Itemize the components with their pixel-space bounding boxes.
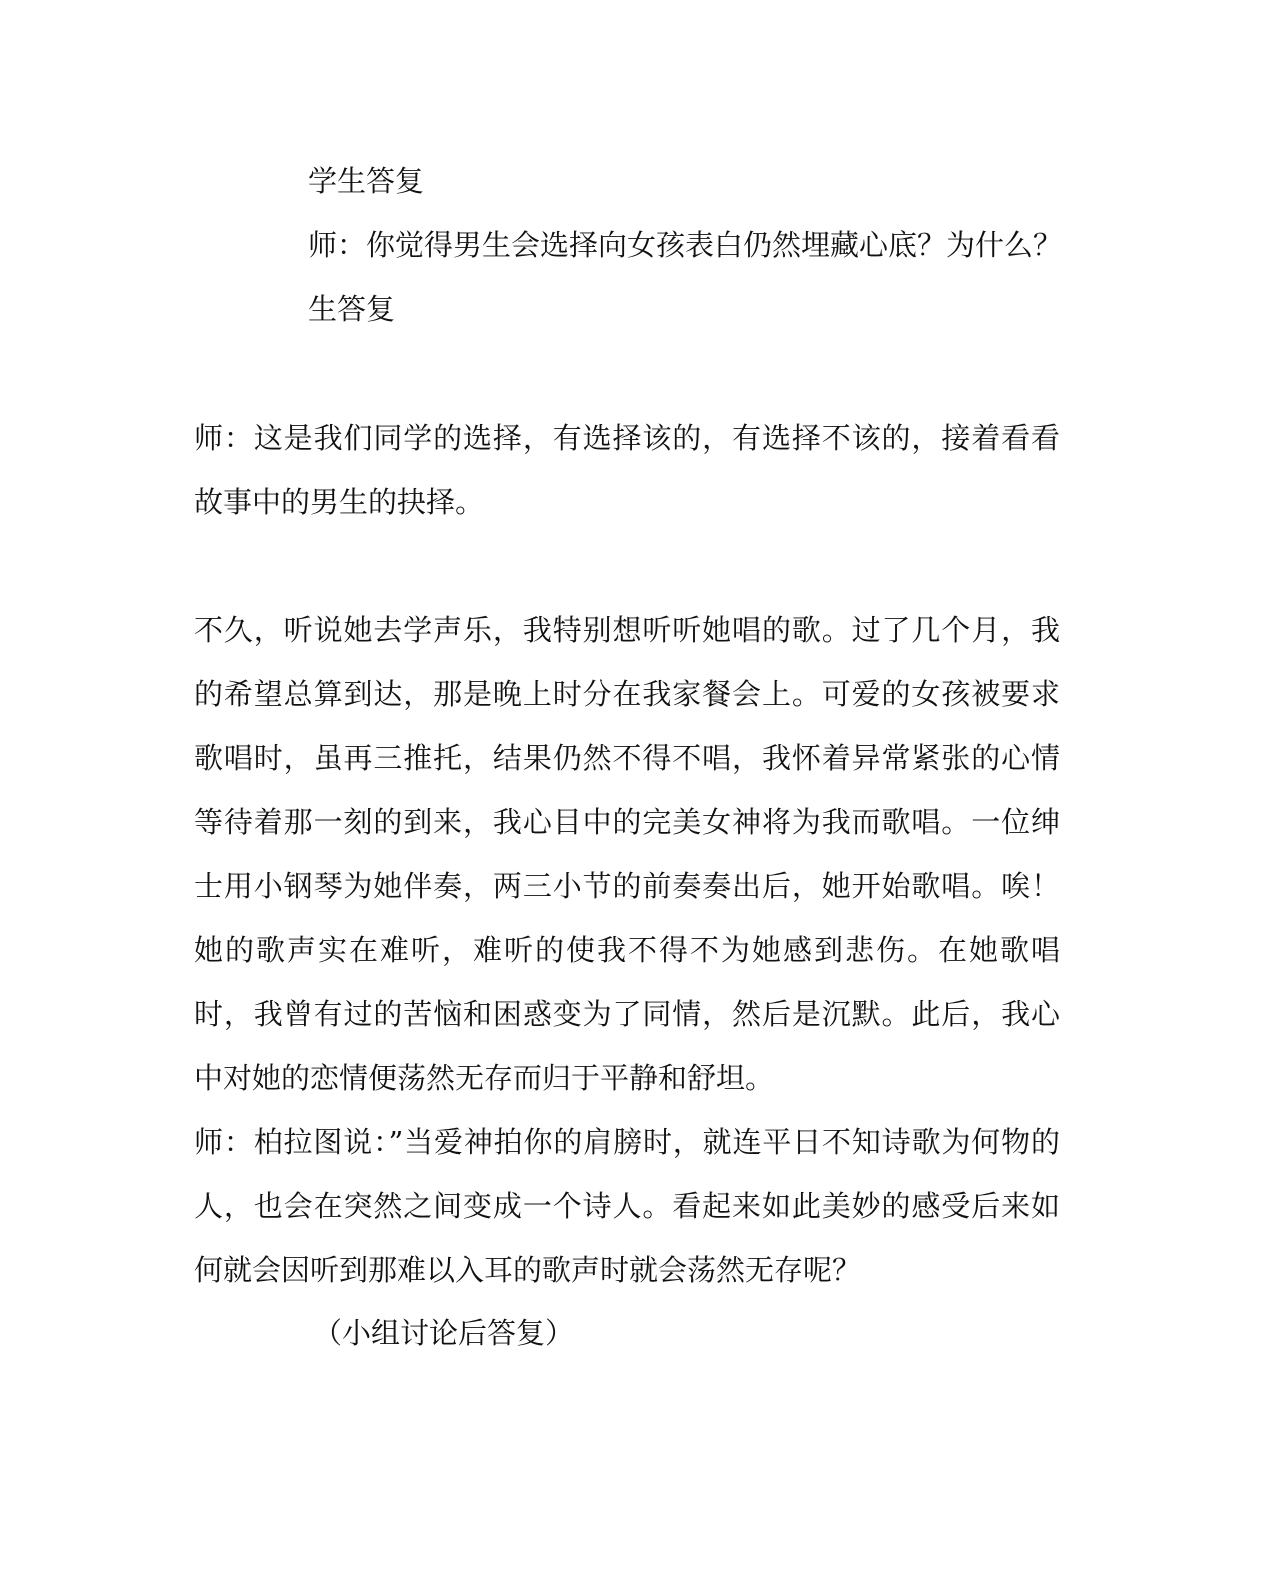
group-discussion-note: （小组讨论后答复） [313,1316,575,1350]
story-paragraph: 不久，听说她去学声乐，我特别想听听她唱的歌。过了几个月，我的希望总算到达，那是晚上时分在我家餐会上。可爱的女孩被要求歌唱时，虽再三推托，结果仍然不得不唱，我怀着异常紧张的心情等待着那一刻的到来，我心目中的完美女神将为我而歌唱。一位绅士用小钢琴为她伴奏，两三小节的前奏奏出后，她开始歌唱。唉！她的歌声实在难听，难听的使我不得不为她感到悲伤。在她歌唱时，我曾有过的苦恼和困惑变为了同情，然后是沉默。此后，我心中对她的恋情便荡然无存而归于平静和舒坦。 [194,613,1060,1095]
student-answer-line-2: 生答复 [308,292,396,326]
student-answer-line: 学生答复 [308,164,425,198]
teacher-transition-paragraph: 师：这是我们同学的选择，有选择该的，有选择不该的，接着看看故事中的男生的抉择。 [194,421,1060,519]
teacher-question-line: 师：你觉得男生会选择向女孩表白仍然埋藏心底？为什么？ [308,228,1063,262]
plato-question-paragraph: 师：柏拉图说：”当爱神拍你的肩膀时，就连平日不知诗歌为何物的人，也会在突然之间变成一个诗人。看起来如此美妙的感受后来如何就会因听到那难以入耳的歌声时就会荡然无存呢？ [194,1125,1060,1287]
